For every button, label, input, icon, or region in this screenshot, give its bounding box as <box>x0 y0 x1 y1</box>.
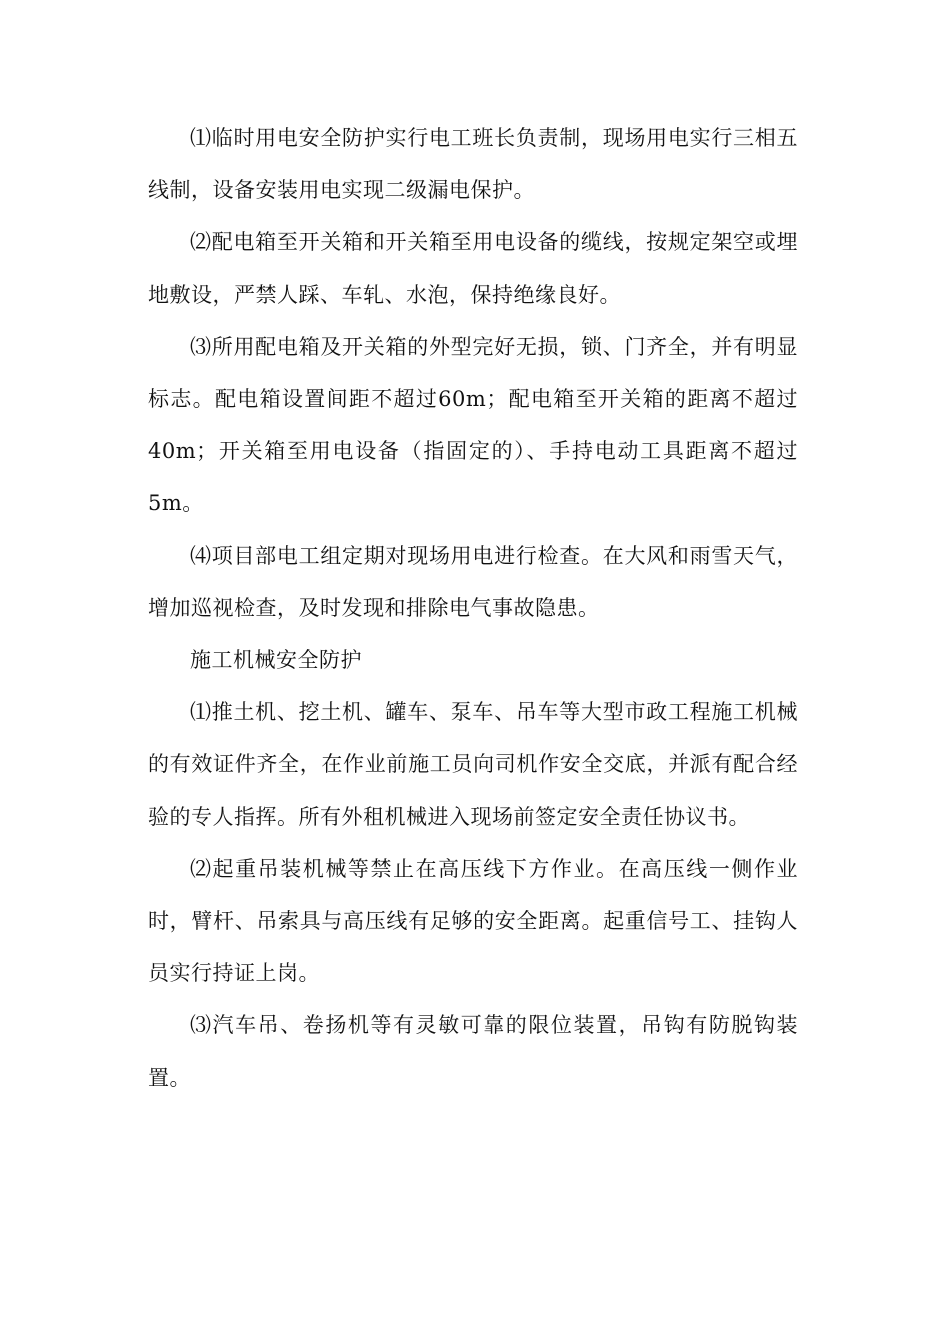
document-body <box>148 112 798 1104</box>
paragraph-electrical-safety-4: ⑷项目部电工组定期对现场用电进行检查。在大风和雨雪天气，增加巡视检查，及时发现和排除电气事故隐患。 <box>148 543 798 620</box>
paragraph-machinery-safety-1: ⑴推土机、挖土机、罐车、泵车、吊车等大型市政工程施工机械的有效证件齐全，在作业前施工员向司机作安全交底，并派有配合经验的专人指挥。所有外租机械进入现场前签定安全责任协议书。 <box>148 700 798 829</box>
paragraph-machinery-safety-3: ⑶汽车吊、卷扬机等有灵敏可靠的限位装置，吊钩有防脱钩装置。 <box>148 1013 798 1090</box>
paragraph-electrical-safety-3: ⑶所用配电箱及开关箱的外型完好无损，锁、门齐全，并有明显标志。配电箱设置间距不超过60m；配电箱至开关箱的距离不超过40m；开关箱至用电设备（指固定的）、手持电动工具距离不超过5m。 <box>148 334 798 516</box>
paragraph-machinery-safety-2: ⑵起重吊装机械等禁止在高压线下方作业。在高压线一侧作业时，臂杆、吊索具与高压线有足够的安全距离。起重信号工、挂钩人员实行持证上岗。 <box>148 856 798 986</box>
section-heading-machinery-safety: 施工机械安全防护 <box>190 648 362 673</box>
paragraph-electrical-safety-1: ⑴临时用电安全防护实行电工班长负责制，现场用电实行三相五线制，设备安装用电实现二级漏电保护。 <box>148 126 798 203</box>
paragraph-electrical-safety-2: ⑵配电箱至开关箱和开关箱至用电设备的缆线，按规定架空或埋地敷设，严禁人踩、车轧、水泡，保持绝缘良好。 <box>148 230 798 307</box>
